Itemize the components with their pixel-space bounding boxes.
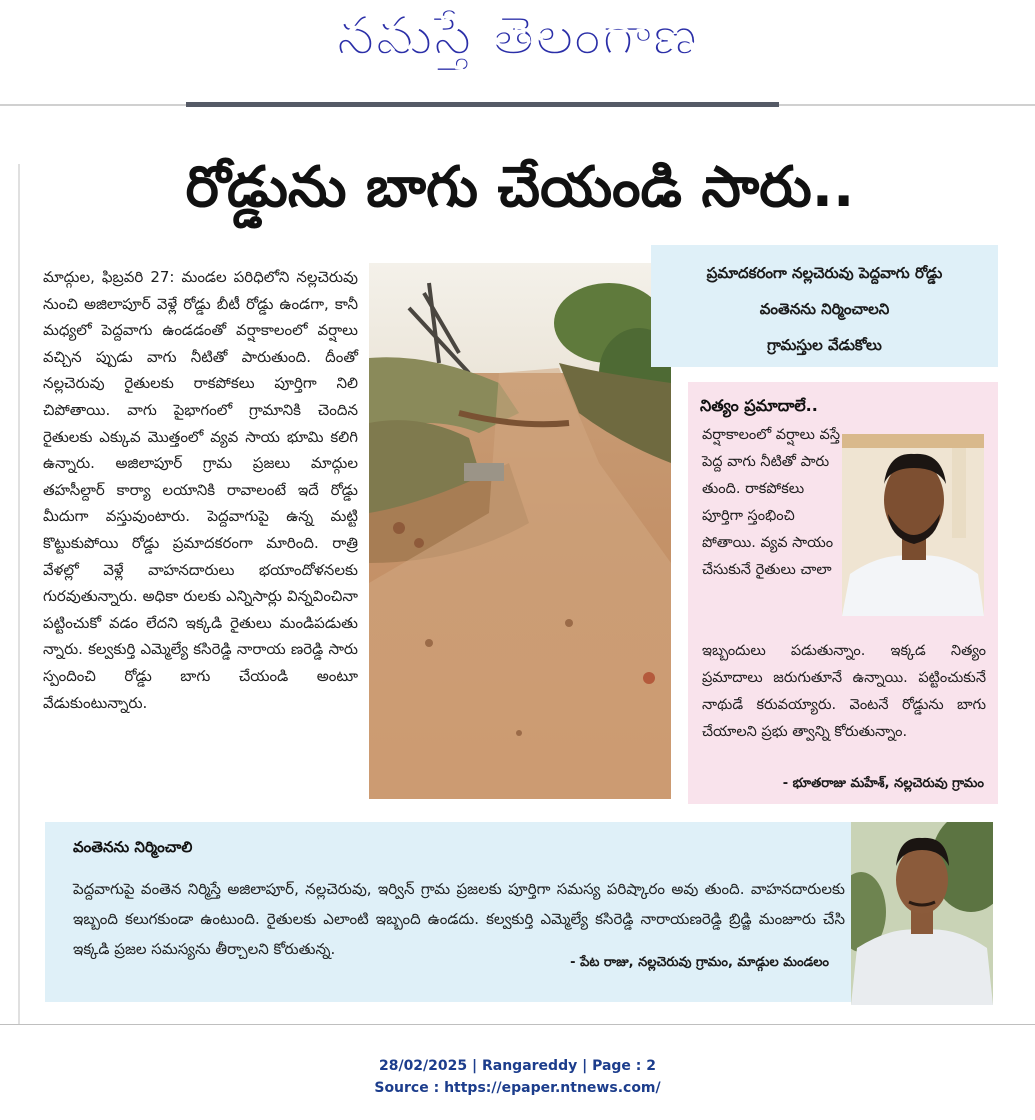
page-bottom-divider (0, 1024, 1035, 1025)
page-footer (0, 1055, 1035, 1099)
portrait-photo (851, 822, 993, 1005)
quote-attribution: - పేట రాజు, నల్లచెరువు గ్రామం, మాడ్గుల మండలం (570, 955, 829, 970)
callout-line-1: ప్రమాదకరంగా నల్లచెరువు పెద్దవాగు రోడ్డు (706, 264, 943, 282)
highlight-callout (651, 245, 998, 367)
road-photo (369, 263, 671, 799)
quote-attribution: - భూతరాజు మహేశ్, నల్లచెరువు గ్రామం (782, 776, 984, 791)
newspaper-logo: నమస్తే తెలంగాణ (336, 4, 699, 67)
callout-line-2: వంతెనను నిర్మించాలని (759, 300, 890, 318)
edition-info: 28/02/2025 | Rangareddy | Page : 2 (378, 1058, 657, 1074)
article-body: మాద్గుల, ఫిబ్రవరి 27: మండల పరిధిలోని నల్లచెరువు నుంచి అజిలాపూర్ వెళ్లే రోడ్డు బీటీ రోడ్డు ఉండగా, కానీ మధ్యలో పెద్దవాగు ఉండడంతో వర్షాకాలంలో వర్షాలు వచ్చిన ప్పుడు వాగు నీటితో పారుతుంది. దీంతో నల్లచెరువు రైతులకు రాకపోకలు పూర్తిగా నిలి చిపోతాయి. వాగు పైభాగంలో గ్రామానికి చెందిన రైతులకు ఎక్కువ మొత్తంలో వ్యవ సాయ భూమి కలిగి ఉన్నారు. అజిలాపూర్ గ్రామ ప్రజలు మాద్గుల తహసీల్దార్ కార్యా లయానికి రావాలంటే ఇదే రోడ్డు మీదుగా వస్తువుంటారు. పెద్దవాగుపై ఉన్న మట్టి కొట్టుకుపోయి రోడ్డు ప్రమాదకరంగా మారింది. రాత్రి వేళల్లో వెళ్లే వాహనదారులు భయాందోళనలకు గురవుతున్నారు. అధికా రులకు ఎన్నిసార్లు విన్నవించినా పట్టించుకో వడం లేదని ఇక్కడి రైతులు మండిపడుతు న్నారు. కల్వకుర్తి ఎమ్మెల్యే కసిరెడ్డి నారాయ ణరెడ్డి సారు స్పందించి రోడ్డు బాగు చేయండి అంటూ వేడుకుంటున్నారు. (43, 268, 358, 712)
quote-text: వర్షాకాలంలో వర్షాలు వస్తే పెద్ద వాగు నీటితో పారు తుంది. రాకపోకలు పూర్తిగా స్తంభించి పోతాయి. వ్యవ సాయం చేసుకునే రైతులు చాలా (702, 427, 841, 578)
page-margin-line (18, 164, 20, 1024)
quote-title: నిత్యం ప్రమాదాలే.. (700, 396, 818, 415)
quote-text: పెద్దవాగుపై వంతెన నిర్మిస్తే అజిలాపూర్, నల్లచెరువు, ఇర్విన్ గ్రామ ప్రజలకు పూర్తిగా సమస్య పరిష్కారం అవు తుంది. వాహనదారులకు ఇబ్బంది కలుగకుండా ఉంటుంది. రైతులకు ఎలాంటి ఇబ్బంది ఉండదు. కల్వకుర్తి ఎమ్మెల్యే కసిరెడ్డి నారాయణరెడ్డి బ్రిడ్జి మంజూరు చేసి ఇక్కడి ప్రజల సమస్యను తీర్చాలని కోరుతున్న. (73, 880, 845, 958)
article-headline: రోడ్డును బాగు చేయండి సారు.. (185, 155, 855, 220)
callout-line-3: గ్రామస్తుల వేడుకోలు (767, 336, 882, 354)
source-link[interactable]: Source : https://epaper.ntnews.com/ (374, 1080, 661, 1096)
quote-text-continued: ఇబ్బందులు పడుతున్నాం. ఇక్కడ నిత్యం ప్రమాదాలు జరుగుతూనే ఉన్నాయి. పట్టించుకునే నాథుడే కరువయ్యారు. వెంటనే రోడ్డును బాగు చేయాలని ప్రభు త్వాన్ని కోరుతున్నాం. (702, 643, 986, 740)
masthead (0, 0, 1035, 104)
quote-box-mahesh (688, 382, 998, 804)
masthead-accent-bar (186, 102, 779, 107)
portrait-photo (842, 434, 984, 616)
quote-title: వంతెనను నిర్మించాలి (73, 838, 193, 856)
quote-box-raju (45, 822, 853, 1002)
